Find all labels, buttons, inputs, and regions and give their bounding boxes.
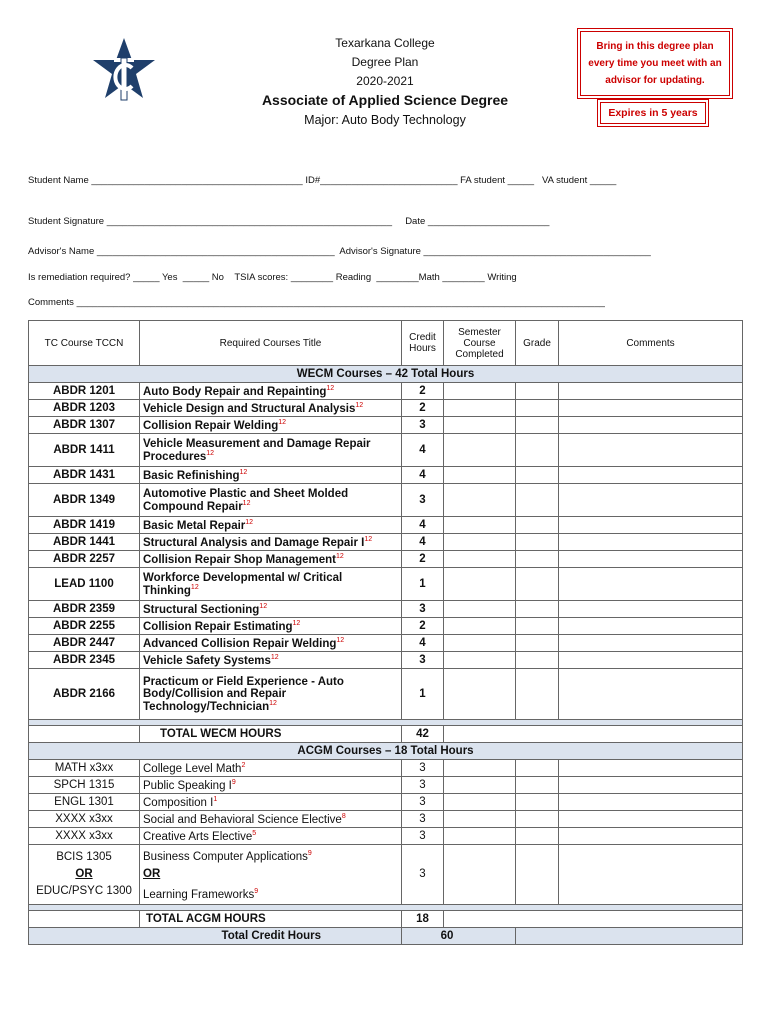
comments-cell[interactable] (559, 618, 743, 635)
grand-total-row (29, 927, 743, 944)
comments-cell[interactable] (559, 568, 743, 601)
semester-cell[interactable] (444, 777, 516, 794)
course-code: ABDR 2166 (29, 669, 140, 720)
student-signature-line[interactable]: Student Signature ______________________________________________________ Date _______________________ (28, 216, 550, 227)
semester-cell[interactable] (444, 669, 516, 720)
grade-cell[interactable] (516, 828, 559, 845)
table-row (29, 828, 743, 845)
course-code: XXXX x3xx (29, 811, 140, 828)
course-code: ABDR 1201 (29, 383, 140, 400)
course-code: ABDR 1411 (29, 434, 140, 467)
course-code: ABDR 1431 (29, 467, 140, 484)
semester-cell[interactable] (444, 828, 516, 845)
grade-cell[interactable] (516, 652, 559, 669)
choice-code-b: EDUC/PSYC 1300 (36, 884, 132, 897)
table-row (29, 760, 743, 777)
course-title: Structural Sectioning$^{12}$ (140, 601, 402, 618)
comments-cell[interactable] (559, 383, 743, 400)
grade-cell[interactable] (516, 811, 559, 828)
comments-cell[interactable] (559, 534, 743, 551)
course-code: ABDR 2257 (29, 551, 140, 568)
credit-hours: 2 (402, 618, 444, 635)
course-title: Practicum or Field Experience - Auto Body/Collision and Repair Technology/Technician$^{12}$ (140, 669, 402, 720)
footnote-marker: 12 (206, 449, 215, 457)
wecm-total-label: TOTAL WECM HOURS (140, 726, 402, 743)
footnote-marker: 12 (355, 401, 364, 409)
grade-cell[interactable] (516, 434, 559, 467)
grade-cell[interactable] (516, 760, 559, 777)
footnote-marker: 12 (259, 602, 268, 610)
choice-title-a: Business Computer Applications (143, 850, 308, 863)
footnote-marker: 12 (269, 699, 277, 707)
wecm-total-value: 42 (402, 726, 444, 743)
col-credit: Credit Hours (402, 321, 444, 366)
comments-cell[interactable] (559, 601, 743, 618)
course-code: ABDR 2255 (29, 618, 140, 635)
footnote-marker: 12 (245, 518, 254, 526)
semester-cell[interactable] (444, 434, 516, 467)
credit-hours: 3 (402, 652, 444, 669)
footnote-marker: 2 (241, 761, 246, 769)
choice-title-or: OR (143, 867, 161, 880)
comments-cell[interactable] (559, 760, 743, 777)
choice-note-a: 9 (307, 850, 312, 857)
credit-hours: 3 (402, 601, 444, 618)
course-code: ABDR 1349 (29, 484, 140, 517)
col-grade: Grade (516, 321, 559, 366)
course-code: ABDR 1307 (29, 417, 140, 434)
grade-cell[interactable] (516, 517, 559, 534)
course-title: Public Speaking $I^9$ (140, 777, 402, 794)
course-code: LEAD 1100 (29, 568, 140, 601)
table-row (29, 400, 743, 417)
table-row (29, 534, 743, 551)
course-title: Structural Analysis and Damage Repair $I^{12}$ (140, 534, 402, 551)
credit-hours: 3 (402, 828, 444, 845)
choice-note-b: 9 (254, 887, 259, 895)
acgm-section-label: ACGM Courses – 18 Total Hours (29, 743, 743, 760)
footnote-marker: 12 (278, 418, 287, 426)
col-title: Required Courses Title (140, 321, 402, 366)
col-course: TC Course TCCN (29, 321, 140, 366)
semester-cell[interactable] (444, 383, 516, 400)
wecm-section-label: WECM Courses – 42 Total Hours (29, 366, 743, 383)
college-name: Texarkana College (335, 36, 435, 50)
course-title: Automotive Plastic and Sheet Molded Compound Repair$^{12}$ (140, 484, 402, 517)
footnote-marker: 12 (270, 653, 279, 661)
plan-year: 2020-2021 (356, 74, 414, 88)
credit-hours: 3 (402, 484, 444, 517)
wecm-total-row (29, 726, 743, 743)
choice-title-b: Learning Frameworks (143, 888, 255, 901)
acgm-choice-row (29, 845, 743, 905)
semester-cell[interactable] (444, 811, 516, 828)
credit-hours: 4 (402, 434, 444, 467)
table-row (29, 794, 743, 811)
course-code: ABDR 1203 (29, 400, 140, 417)
table-row (29, 383, 743, 400)
comments-cell[interactable] (559, 635, 743, 652)
remediation-line[interactable]: Is remediation required? _____ Yes _____ No TSIA scores: ________ Reading ________Math ________ Writing (28, 272, 517, 283)
comments-cell[interactable] (559, 517, 743, 534)
col-comments: Comments (559, 321, 743, 366)
footnote-marker: 12 (242, 499, 251, 507)
footnote-marker: 12 (336, 636, 345, 644)
choice-hours: 3 (402, 845, 444, 905)
comments-cell[interactable] (559, 551, 743, 568)
semester-cell[interactable] (444, 417, 516, 434)
table-row (29, 652, 743, 669)
semester-cell[interactable] (444, 760, 516, 777)
choice-code-a: BCIS 1305 (56, 850, 112, 863)
credit-hours: 2 (402, 400, 444, 417)
course-code: ABDR 2359 (29, 601, 140, 618)
degree-title: Associate of Applied Science Degree (261, 92, 509, 108)
table-row (29, 417, 743, 434)
course-code: SPCH 1315 (29, 777, 140, 794)
semester-cell[interactable] (444, 635, 516, 652)
credit-hours: 4 (402, 467, 444, 484)
comments-cell[interactable] (559, 652, 743, 669)
semester-cell[interactable] (444, 601, 516, 618)
course-code: XXXX x3xx (29, 828, 140, 845)
semester-cell[interactable] (444, 551, 516, 568)
grade-cell[interactable] (516, 618, 559, 635)
grade-cell[interactable] (516, 534, 559, 551)
credit-hours: 3 (402, 777, 444, 794)
grade-cell[interactable] (516, 383, 559, 400)
table-row (29, 551, 743, 568)
college-logo (92, 36, 156, 104)
comments-cell[interactable] (559, 828, 743, 845)
footnote-marker: 12 (335, 552, 344, 560)
advisor-line[interactable]: Advisor's Name _____________________________________________ Advisor's Signature ___________________________________________ (28, 246, 651, 257)
course-title: Vehicle Design and Structural Analysis$^{12}$ (140, 400, 402, 417)
col-semester: Semester Course Completed (444, 321, 516, 366)
credit-hours: 4 (402, 534, 444, 551)
course-title: Collision Repair Estimating$^{12}$ (140, 618, 402, 635)
course-title: Social and Behavioral Science Elective$^8$ (140, 811, 402, 828)
footnote-marker: 9 (231, 778, 236, 786)
comments-line[interactable]: Comments ____________________________________________________________________________________________________ (28, 297, 605, 308)
grade-cell[interactable] (516, 845, 559, 905)
credit-hours: 2 (402, 383, 444, 400)
footnote-marker: 12 (364, 535, 373, 543)
grade-cell[interactable] (516, 794, 559, 811)
grade-cell[interactable] (516, 635, 559, 652)
course-title: Basic Metal Repair$^{12}$ (140, 517, 402, 534)
footnote-marker: 1 (213, 795, 218, 803)
grade-cell[interactable] (516, 417, 559, 434)
grade-cell[interactable] (516, 601, 559, 618)
grade-cell[interactable] (516, 400, 559, 417)
table-row (29, 517, 743, 534)
table-row (29, 601, 743, 618)
footnote-marker: 5 (252, 829, 257, 837)
comments-cell[interactable] (559, 777, 743, 794)
course-title: Collision Repair Shop Management$^{12}$ (140, 551, 402, 568)
acgm-total-label: TOTAL ACGM HOURS (140, 910, 402, 927)
semester-cell[interactable] (444, 652, 516, 669)
footnote-marker: 12 (190, 583, 199, 591)
credit-hours: 1 (402, 568, 444, 601)
acgm-total-value: 18 (402, 910, 444, 927)
table-row (29, 467, 743, 484)
credit-hours: 3 (402, 794, 444, 811)
comments-cell[interactable] (559, 669, 743, 720)
comments-cell[interactable] (559, 434, 743, 467)
table-row (29, 811, 743, 828)
degree-plan-table (28, 320, 743, 945)
course-code: ABDR 2345 (29, 652, 140, 669)
table-row (29, 434, 743, 467)
semester-cell[interactable] (444, 534, 516, 551)
course-title: Auto Body Repair and Repainting$^{12}$ (140, 383, 402, 400)
wecm-section-row (29, 366, 743, 383)
course-title: Advanced Collision Repair Welding$^{12}$ (140, 635, 402, 652)
semester-cell[interactable] (444, 618, 516, 635)
table-row (29, 635, 743, 652)
table-row (29, 777, 743, 794)
course-title: Workforce Developmental w/ Critical Thinking$^{12}$ (140, 568, 402, 601)
footnote-marker: 12 (326, 384, 335, 392)
comments-cell[interactable] (559, 794, 743, 811)
grade-cell[interactable] (516, 551, 559, 568)
course-title: Basic Refinishing$^{12}$ (140, 467, 402, 484)
course-title: Collision Repair Welding$^{12}$ (140, 417, 402, 434)
comments-cell[interactable] (559, 811, 743, 828)
advisor-note: Bring in this degree plan every time you meet with an advisor for updating. (580, 31, 730, 96)
credit-hours: 3 (402, 811, 444, 828)
grade-cell[interactable] (516, 669, 559, 720)
footnote-marker: 12 (239, 468, 248, 476)
comments-cell[interactable] (559, 400, 743, 417)
grade-cell[interactable] (516, 484, 559, 517)
table-header-row (29, 321, 743, 366)
course-code: ABDR 1441 (29, 534, 140, 551)
course-title: Composition $I^1$ (140, 794, 402, 811)
course-code: ABDR 1419 (29, 517, 140, 534)
grade-cell[interactable] (516, 777, 559, 794)
credit-hours: 4 (402, 517, 444, 534)
comments-cell[interactable] (559, 467, 743, 484)
semester-cell[interactable] (444, 467, 516, 484)
semester-cell[interactable] (444, 794, 516, 811)
footnote-marker: 8 (341, 812, 346, 820)
credit-hours: 3 (402, 760, 444, 777)
acgm-section-row (29, 743, 743, 760)
choice-or: OR (75, 867, 93, 880)
semester-cell[interactable] (444, 517, 516, 534)
grade-cell[interactable] (516, 467, 559, 484)
course-title: College Level Math$^2$ (140, 760, 402, 777)
course-title: Vehicle Measurement and Damage Repair Procedures$^{12}$ (140, 434, 402, 467)
credit-hours: 1 (402, 669, 444, 720)
grade-cell[interactable] (516, 568, 559, 601)
semester-cell[interactable] (444, 400, 516, 417)
grand-total-label: Total Credit Hours (29, 927, 402, 944)
course-title: Creative Arts Elective$^5$ (140, 828, 402, 845)
major-label: Major: Auto Body Technology (304, 113, 466, 127)
table-row (29, 484, 743, 517)
credit-hours: 2 (402, 551, 444, 568)
semester-cell[interactable] (444, 484, 516, 517)
grand-total-value: 60 (402, 927, 516, 944)
expires-note: Expires in 5 years (600, 102, 706, 124)
course-code: MATH x3xx (29, 760, 140, 777)
comments-cell[interactable] (559, 484, 743, 517)
doc-type: Degree Plan (351, 55, 419, 69)
student-info-line[interactable]: Student Name ________________________________________ ID#__________________________ FA student _____ VA student _____ (28, 175, 617, 186)
footnote-marker: 12 (292, 619, 301, 627)
comments-cell[interactable] (559, 417, 743, 434)
semester-cell[interactable] (444, 568, 516, 601)
star-logo-icon (92, 36, 156, 104)
course-code: ABDR 2447 (29, 635, 140, 652)
comments-cell[interactable] (559, 845, 743, 905)
table-row (29, 669, 743, 720)
credit-hours: 4 (402, 635, 444, 652)
credit-hours: 3 (402, 417, 444, 434)
semester-cell[interactable] (444, 845, 516, 905)
table-row (29, 568, 743, 601)
course-code: ENGL 1301 (29, 794, 140, 811)
course-title: Vehicle Safety Systems$^{12}$ (140, 652, 402, 669)
acgm-total-row (29, 910, 743, 927)
table-row (29, 618, 743, 635)
